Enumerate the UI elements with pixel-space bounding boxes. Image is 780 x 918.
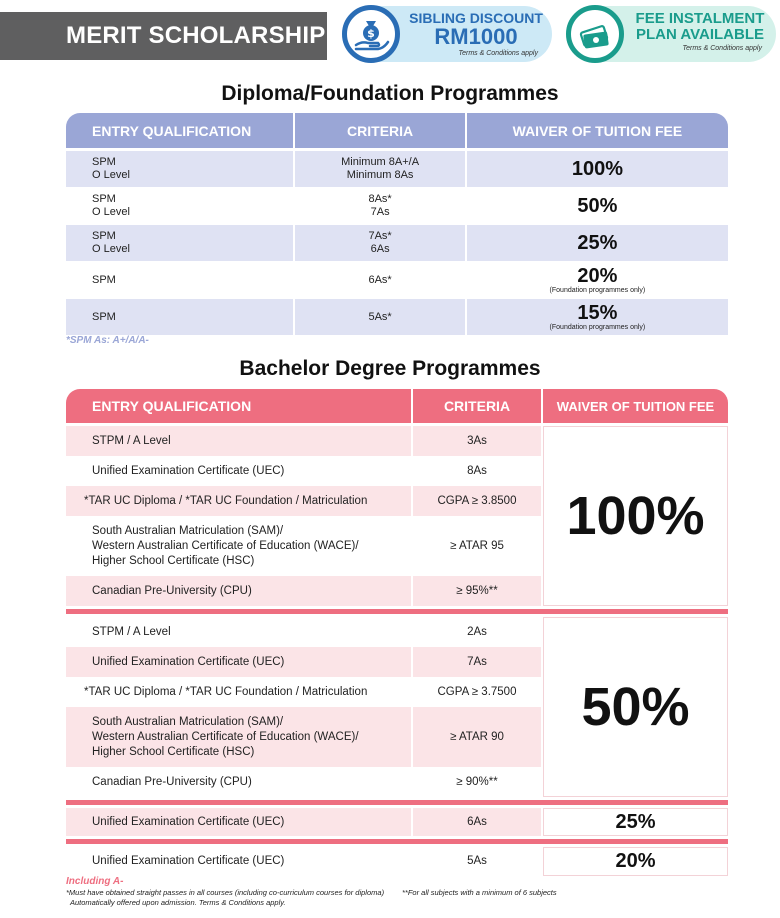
criteria: Minimum 8As: [346, 169, 414, 181]
sibling-discount-badge: [342, 6, 552, 62]
waiver-100-cell: [543, 426, 728, 606]
diploma-table: [66, 113, 728, 335]
qualification: O Level: [92, 243, 130, 255]
header-entry-qualification: ENTRY QUALIFICATION: [66, 113, 293, 148]
group-separator: [66, 800, 728, 805]
table-row: [66, 426, 541, 456]
footnote-double-star: **For all subjects with a minimum of 6 subjects: [402, 888, 557, 897]
criteria: 7As: [370, 206, 390, 218]
qualification: SPM: [92, 310, 116, 323]
table-row: [66, 456, 541, 486]
group-separator: [66, 609, 728, 614]
qualification: *TAR UC Diploma / *TAR UC Foundation / Matriculation: [84, 685, 368, 698]
waiver-group-100: [66, 426, 728, 606]
waiver-group-20: [66, 847, 728, 876]
qualification: South Australian Matriculation (SAM)/: [92, 524, 284, 537]
waiver-percent: 50%: [577, 195, 618, 217]
table-row: [66, 847, 541, 876]
money-hand-icon: [342, 5, 400, 63]
waiver-percent: 20%: [577, 265, 618, 287]
qualification: SPM: [92, 273, 116, 286]
instalment-terms: Terms & Conditions apply: [682, 45, 762, 52]
qualification: Unified Examination Certificate (UEC): [66, 647, 411, 677]
waiver-percent: 100%: [566, 486, 705, 546]
sibling-terms: Terms & Conditions apply: [458, 50, 538, 57]
header-criteria: CRITERIA: [295, 113, 464, 148]
header-entry-qualification: ENTRY QUALIFICATION: [66, 389, 411, 423]
criteria: 6As: [413, 808, 541, 836]
qualification: Canadian Pre-University (CPU): [92, 775, 252, 788]
fee-instalment-line2: PLAN AVAILABLE: [635, 26, 765, 43]
diploma-table-header: [66, 113, 728, 148]
qualification: *TAR UC Diploma / *TAR UC Foundation / Matriculation: [66, 486, 411, 516]
criteria: CGPA ≥ 3.8500: [413, 486, 541, 516]
footnote-line: Automatically offered upon admission. Terms & Conditions apply.: [70, 898, 286, 907]
criteria: ≥ ATAR 90: [413, 707, 541, 767]
table-row: [66, 225, 728, 261]
table-row: [66, 262, 728, 298]
waiver-50-cell: [543, 617, 728, 797]
sibling-discount-amount: RM1000: [434, 24, 518, 49]
merit-scholarship-banner: MERIT SCHOLARSHIP: [0, 12, 327, 60]
waiver-percent: 25%: [615, 810, 656, 833]
qualification: SPM: [92, 230, 116, 242]
qualification: South Australian Matriculation (SAM)/: [92, 715, 284, 728]
qualification: Higher School Certificate (HSC): [92, 745, 255, 758]
waiver-25-cell: [543, 808, 728, 836]
table-row: [66, 677, 541, 707]
table-row: [66, 151, 728, 187]
footnote-line: *Must have obtained straight passes in all courses (including co-curriculum courses for diploma): [66, 888, 385, 897]
qualification: SPM: [92, 156, 116, 168]
table-row: [66, 188, 728, 224]
criteria: ≥ ATAR 95: [450, 539, 504, 552]
table-row: [66, 576, 541, 606]
bachelor-table: [66, 389, 728, 876]
criteria: 2As: [467, 625, 487, 638]
criteria: 7As*: [368, 230, 392, 242]
qualification: SPM: [92, 193, 116, 205]
header-waiver: WAIVER OF TUITION FEE: [467, 113, 728, 148]
table-row: [66, 299, 728, 335]
footnote-single-star: [66, 888, 396, 908]
header-waiver: WAIVER OF TUITION FEE: [543, 389, 728, 423]
qualification: Western Australian Certificate of Education (WACE)/: [92, 730, 359, 743]
waiver-note: (Foundation programmes only): [549, 287, 646, 294]
qualification: STPM / A Level: [92, 625, 171, 638]
header-criteria: CRITERIA: [413, 389, 541, 423]
criteria: 7As: [413, 647, 541, 677]
criteria: 6As*: [368, 273, 392, 286]
waiver-note: (Foundation programmes only): [549, 324, 646, 331]
qualification: Canadian Pre-University (CPU): [66, 576, 411, 606]
spm-note: *SPM As: A+/A/A-: [66, 335, 149, 346]
group-separator: [66, 839, 728, 844]
qualification: Western Australian Certificate of Education (WACE)/: [92, 539, 359, 552]
criteria: 5As*: [368, 310, 392, 323]
waiver-percent: 25%: [577, 232, 618, 254]
table-row: [66, 647, 541, 677]
criteria: ≥ 90%**: [456, 775, 498, 788]
table-row: [66, 808, 541, 836]
criteria: 8As: [467, 464, 487, 477]
fee-instalment-line1: FEE INSTALMENT: [635, 10, 765, 27]
table-row: [66, 617, 541, 647]
criteria: 5As: [467, 855, 487, 867]
qualification: Unified Examination Certificate (UEC): [92, 855, 285, 867]
criteria: 6As: [370, 243, 390, 255]
criteria: 3As: [413, 426, 541, 456]
waiver-percent: 50%: [581, 677, 690, 737]
waiver-group-50: [66, 617, 728, 797]
diploma-section-title: Diploma/Foundation Programmes: [221, 82, 559, 105]
waiver-percent: 20%: [615, 850, 656, 872]
including-note: Including A-: [66, 876, 124, 887]
criteria: CGPA ≥ 3.7500: [437, 685, 517, 698]
bachelor-section-title: Bachelor Degree Programmes: [239, 357, 541, 380]
criteria: ≥ 95%**: [413, 576, 541, 606]
table-row: [66, 767, 541, 797]
qualification: Higher School Certificate (HSC): [92, 554, 255, 567]
qualification: O Level: [92, 169, 130, 181]
table-row: [66, 707, 541, 767]
table-row: [66, 516, 541, 576]
qualification: Unified Examination Certificate (UEC): [92, 464, 285, 477]
sibling-discount-label: SIBLING DISCOUNT: [409, 10, 543, 26]
fee-instalment-badge: [566, 6, 776, 62]
criteria: Minimum 8A+/A: [341, 156, 420, 168]
waiver-percent: 100%: [571, 158, 623, 180]
bachelor-table-header: [66, 389, 728, 423]
criteria: 8As*: [368, 193, 392, 205]
waiver-group-25: [66, 808, 728, 836]
svg-text:$: $: [367, 27, 375, 40]
qualification: Unified Examination Certificate (UEC): [66, 808, 411, 836]
cash-stack-icon: [566, 5, 624, 63]
table-row: [66, 486, 541, 516]
waiver-percent: 15%: [577, 302, 618, 324]
qualification: O Level: [92, 206, 130, 218]
waiver-20-cell: [543, 847, 728, 876]
qualification: STPM / A Level: [66, 426, 411, 456]
